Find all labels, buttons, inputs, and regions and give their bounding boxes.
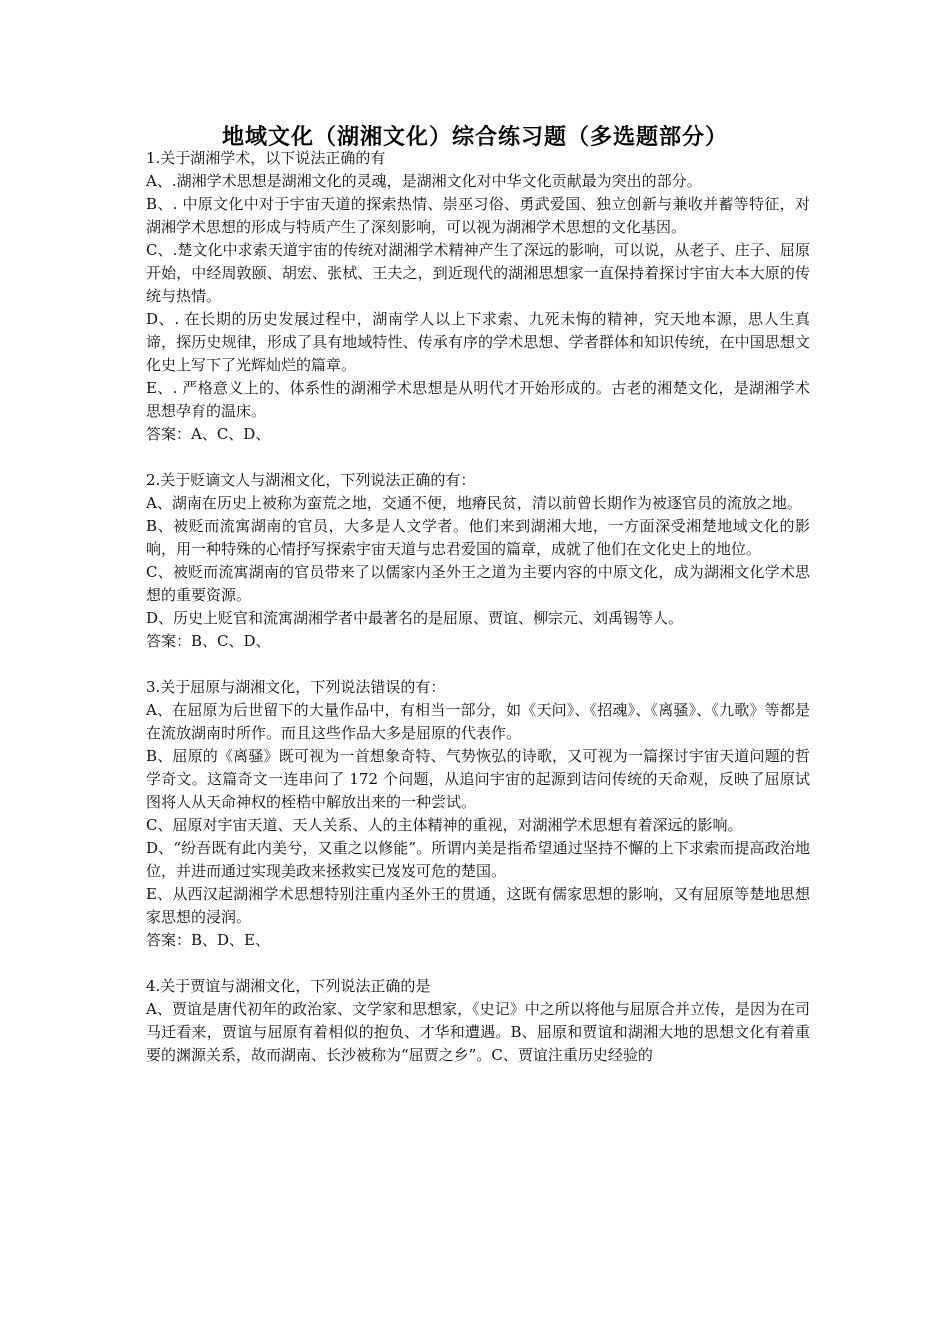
option-d: D、历史上贬官和流寓湖湘学者中最著名的是屈原、贾谊、柳宗元、刘禹锡等人。 [146,609,684,627]
answer-line: 答案：B、D、E、 [146,931,270,949]
option-d: D、“纷吾既有此内美兮，又重之以修能”。所谓内美是指希望通过坚持不懈的上下求索而提高政治地位，并进而通过实现美政来拯救实已岌岌可危的楚国。 [146,839,810,880]
question-1 [146,147,810,446]
option-a: A、在屈原为后世留下的大量作品中，有相当一部分，如《天问》、《招魂》、《离骚》、《九歌》等都是在流放湖南时所作。而且这些作品大多是屈原的代表作。 [146,701,810,742]
option-c: C、被贬而流寓湖南的官员带来了以儒家内圣外王之道为主要内容的中原文化，成为湖湘文化学术思想的重要资源。 [146,563,810,604]
question-stem: 3.关于屈原与湖湘文化，下列说法错误的有： [146,678,446,696]
option-a: A、.湖湘学术思想是湖湘文化的灵魂，是湖湘文化对中华文化贡献最为突出的部分。 [146,172,702,190]
option-e: E、. 严格意义上的、体系性的湖湘学术思想是从明代才开始形成的。古老的湘楚文化，是湖湘学术思想孕育的温床。 [146,379,810,420]
option-c: C、屈原对宇宙天道、天人关系、人的主体精神的重视，对湖湘学术思想有着深远的影响。 [146,816,743,834]
option-b: B、屈原的《离骚》既可视为一首想象奇特、气势恢弘的诗歌，又可视为一篇探讨宇宙天道问题的哲学奇文。这篇奇文一连串问了 172 个问题，从追问宇宙的起源到诘问传统的天命观，反映了屈原试图将人从天命神权的桎梏中解放出来的一种尝试。 [146,747,810,811]
option-d: D、. 在长期的历史发展过程中，湖南学人以上下求索、九死未悔的精神，究天地本源，思人生真谛，探历史规律，形成了具有地域特性、传承有序的学术思想、学者群体和知识传统，在中国思想文化史上写下了光辉灿烂的篇章。 [146,310,810,374]
option-b: B、被贬而流寓湖南的官员，大多是人文学者。他们来到湖湘大地，一方面深受湘楚地域文化的影响，用一种特殊的心情抒写探索宇宙天道与忠君爱国的篇章，成就了他们在文化史上的地位。 [146,517,810,558]
answer-line: 答案：B、C、D、 [146,632,271,650]
spacer [146,952,810,975]
spacer [146,653,810,676]
question-3 [146,676,810,952]
answer-line: 答案：A、C、D、 [146,425,271,443]
question-stem: 1.关于湖湘学术，以下说法正确的有 [146,149,386,167]
document-body [146,147,810,1067]
spacer [146,446,810,469]
option-c: C、.楚文化中求索天道宇宙的传统对湖湘学术精神产生了深远的影响，可以说，从老子、庄子、屈原开始，中经周敦颐、胡宏、张栻、王夫之，到近现代的湖湘思想家一直保持着探讨宇宙大本大原的传统与热情。 [146,241,810,305]
option-a: A、贾谊是唐代初年的政治家、文学家和思想家，《史记》中之所以将他与屈原合并立传，是因为在司马迁看来，贾谊与屈原有着相似的抱负、才华和遭遇。B、屈原和贾谊和湖湘大地的思想文化有着重要的渊源关系，故而湖南、长沙被称为“屈贾之乡”。C、贾谊注重历史经验的 [146,1000,810,1064]
question-stem: 4.关于贾谊与湖湘文化，下列说法正确的是 [146,977,431,995]
option-b: B、. 中原文化中对于宇宙天道的探索热情、崇巫习俗、勇武爱国、独立创新与兼收并蓄等特征，对湖湘学术思想的形成与特质产生了深刻影响，可以视为湖湘学术思想的文化基因。 [146,195,810,236]
question-2 [146,469,810,653]
page-title: 地域文化（湖湘文化）综合练习题（多选题部分） [221,125,728,150]
question-4 [146,975,810,1067]
question-stem: 2.关于贬谪文人与湖湘文化，下列说法正确的有： [146,471,476,489]
option-a: A、湖南在历史上被称为蛮荒之地，交通不便，地瘠民贫，清以前曾长期作为被逐官员的流放之地。 [146,494,802,512]
option-e: E、从西汉起湖湘学术思想特别注重内圣外王的贯通，这既有儒家思想的影响，又有屈原等楚地思想家思想的浸润。 [146,885,810,926]
